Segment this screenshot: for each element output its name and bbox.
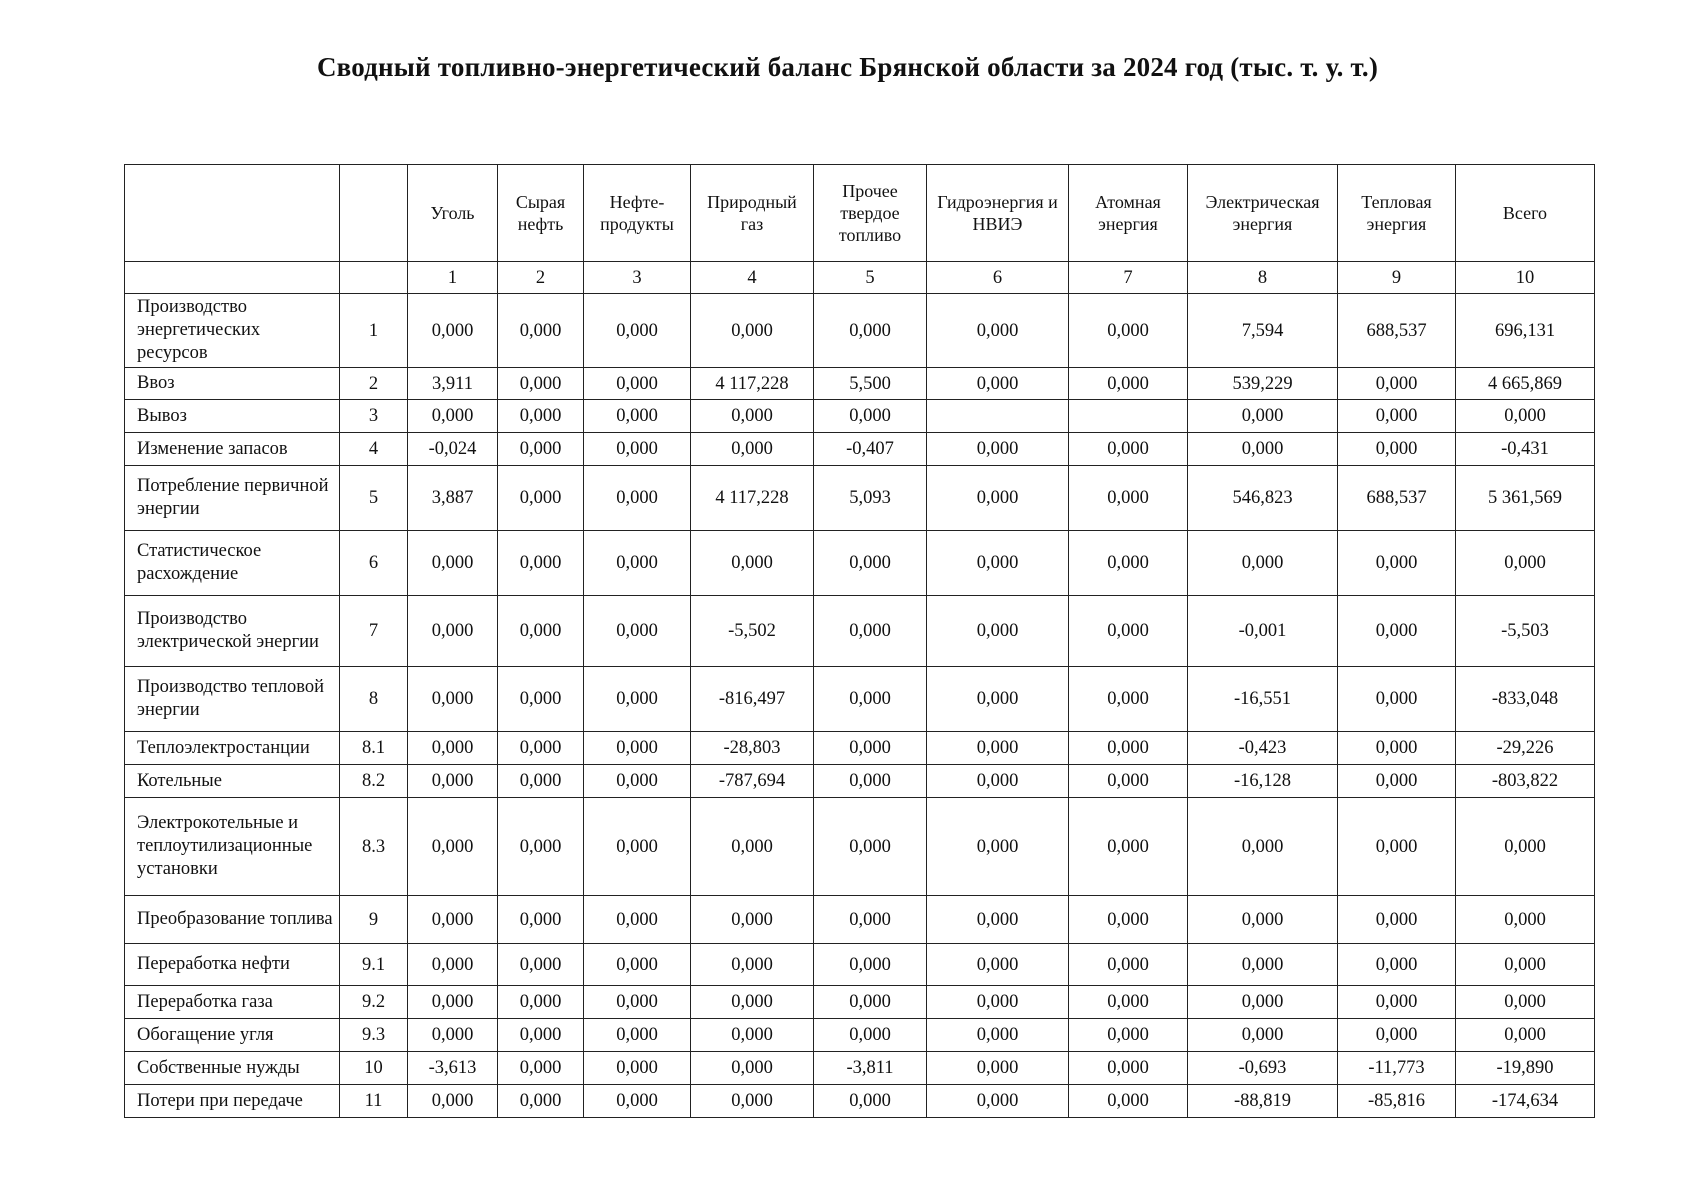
column-number: 9 xyxy=(1338,262,1456,294)
table-cell: 4 117,228 xyxy=(691,368,814,400)
table-cell: 0,000 xyxy=(498,986,584,1019)
table-cell: 0,000 xyxy=(1456,798,1595,896)
table-cell: 0,000 xyxy=(1188,1019,1338,1052)
table-cell: 0,000 xyxy=(584,1085,691,1118)
column-header: Тепловая энергия xyxy=(1338,165,1456,262)
table-cell: 0,000 xyxy=(408,732,498,765)
table-cell: -787,694 xyxy=(691,765,814,798)
column-number: 6 xyxy=(927,262,1069,294)
table-cell: 0,000 xyxy=(408,596,498,667)
table-cell: 0,000 xyxy=(1069,531,1188,596)
table-cell: -11,773 xyxy=(1338,1052,1456,1085)
table-cell: 0,000 xyxy=(1338,531,1456,596)
row-code: 9.1 xyxy=(340,944,408,986)
table-cell: -0,423 xyxy=(1188,732,1338,765)
table-cell: 0,000 xyxy=(1069,294,1188,368)
table-cell: 0,000 xyxy=(584,433,691,466)
column-number: 3 xyxy=(584,262,691,294)
table-cell: 0,000 xyxy=(584,944,691,986)
table-cell: -3,811 xyxy=(814,1052,927,1085)
table-cell: 0,000 xyxy=(1456,944,1595,986)
column-number: 1 xyxy=(408,262,498,294)
table-cell: 0,000 xyxy=(584,531,691,596)
table-cell: -816,497 xyxy=(691,667,814,732)
row-code: 8.3 xyxy=(340,798,408,896)
table-row xyxy=(125,1052,1595,1085)
table-cell: 0,000 xyxy=(1069,798,1188,896)
table-cell: 0,000 xyxy=(814,732,927,765)
table-cell: 0,000 xyxy=(1069,765,1188,798)
table-cell: 0,000 xyxy=(584,368,691,400)
table-cell: 0,000 xyxy=(1069,667,1188,732)
column-number: 10 xyxy=(1456,262,1595,294)
table-cell: 0,000 xyxy=(1069,1019,1188,1052)
table-cell: 0,000 xyxy=(691,1085,814,1118)
table-cell: 0,000 xyxy=(498,294,584,368)
table-cell: 0,000 xyxy=(498,368,584,400)
table-row xyxy=(125,765,1595,798)
table-row xyxy=(125,294,1595,368)
table-cell: 0,000 xyxy=(1069,433,1188,466)
table-cell: 0,000 xyxy=(1069,732,1188,765)
table-cell: 0,000 xyxy=(1338,732,1456,765)
table-cell: 0,000 xyxy=(498,466,584,531)
row-label: Теплоэлектростанции xyxy=(125,732,340,765)
column-header: Электрическая энергия xyxy=(1188,165,1338,262)
table-cell: -88,819 xyxy=(1188,1085,1338,1118)
table-row xyxy=(125,896,1595,944)
table-cell: 0,000 xyxy=(498,433,584,466)
table-cell: 0,000 xyxy=(814,896,927,944)
table-cell: 0,000 xyxy=(408,765,498,798)
table-cell: -5,502 xyxy=(691,596,814,667)
column-header: Сырая нефть xyxy=(498,165,584,262)
table-cell: 0,000 xyxy=(814,944,927,986)
table-cell: 5,500 xyxy=(814,368,927,400)
column-header: Природный газ xyxy=(691,165,814,262)
table-cell: 0,000 xyxy=(927,531,1069,596)
table-cell: 0,000 xyxy=(691,294,814,368)
column-number: 8 xyxy=(1188,262,1338,294)
table-cell: 688,537 xyxy=(1338,466,1456,531)
row-code: 11 xyxy=(340,1085,408,1118)
table-cell: 0,000 xyxy=(1188,986,1338,1019)
table-cell: 0,000 xyxy=(408,400,498,433)
table-cell: 0,000 xyxy=(927,667,1069,732)
table-cell: 0,000 xyxy=(584,765,691,798)
table-cell: 0,000 xyxy=(691,433,814,466)
table-cell: 0,000 xyxy=(584,596,691,667)
table-row xyxy=(125,466,1595,531)
table-cell: 0,000 xyxy=(584,896,691,944)
table-cell: 0,000 xyxy=(1338,798,1456,896)
table-cell: 0,000 xyxy=(498,596,584,667)
table-cell: 0,000 xyxy=(498,400,584,433)
table-cell: 0,000 xyxy=(814,765,927,798)
table-cell: 0,000 xyxy=(814,1085,927,1118)
table-cell: 696,131 xyxy=(1456,294,1595,368)
table-cell: 0,000 xyxy=(1069,944,1188,986)
table-cell: 0,000 xyxy=(927,798,1069,896)
table-cell: 0,000 xyxy=(691,1052,814,1085)
column-header: Всего xyxy=(1456,165,1595,262)
table-row xyxy=(125,732,1595,765)
row-code: 3 xyxy=(340,400,408,433)
column-header-row xyxy=(125,165,1595,262)
column-number: 7 xyxy=(1069,262,1188,294)
table-cell: 0,000 xyxy=(1338,944,1456,986)
table-cell: -833,048 xyxy=(1456,667,1595,732)
table-cell: 0,000 xyxy=(1338,765,1456,798)
table-cell: 0,000 xyxy=(408,896,498,944)
column-header: Атомная энергия xyxy=(1069,165,1188,262)
table-cell: 0,000 xyxy=(814,667,927,732)
table-cell: 4 665,869 xyxy=(1456,368,1595,400)
table-cell: 0,000 xyxy=(927,765,1069,798)
table-row xyxy=(125,433,1595,466)
table-cell: 546,823 xyxy=(1188,466,1338,531)
table-cell: 0,000 xyxy=(691,798,814,896)
row-label: Электрокотельные и теплоутилизационные установки xyxy=(125,798,340,896)
table-cell: 0,000 xyxy=(1069,596,1188,667)
table-cell: 0,000 xyxy=(1069,896,1188,944)
table-cell: 0,000 xyxy=(584,1019,691,1052)
row-label: Переработка нефти xyxy=(125,944,340,986)
row-label: Ввоз xyxy=(125,368,340,400)
row-label: Собственные нужды xyxy=(125,1052,340,1085)
table-cell: 0,000 xyxy=(1188,896,1338,944)
table-cell: 0,000 xyxy=(814,531,927,596)
table-cell: 0,000 xyxy=(814,294,927,368)
table-cell: -16,128 xyxy=(1188,765,1338,798)
table-cell: 0,000 xyxy=(584,667,691,732)
table-cell: -16,551 xyxy=(1188,667,1338,732)
table-cell: 0,000 xyxy=(927,1085,1069,1118)
table-cell: 0,000 xyxy=(408,294,498,368)
table-cell: 0,000 xyxy=(691,1019,814,1052)
table-cell: 0,000 xyxy=(814,798,927,896)
row-code: 2 xyxy=(340,368,408,400)
column-number: 2 xyxy=(498,262,584,294)
table-cell: 0,000 xyxy=(1456,531,1595,596)
table-cell: 0,000 xyxy=(1188,944,1338,986)
table-cell: 0,000 xyxy=(1069,1085,1188,1118)
row-label: Производство энергетических ресурсов xyxy=(125,294,340,368)
table-cell: 0,000 xyxy=(927,1052,1069,1085)
table-cell: -803,822 xyxy=(1456,765,1595,798)
column-header: Уголь xyxy=(408,165,498,262)
row-label: Производство электрической энергии xyxy=(125,596,340,667)
table-row xyxy=(125,531,1595,596)
row-label: Потери при передаче xyxy=(125,1085,340,1118)
table-cell: 0,000 xyxy=(498,798,584,896)
table-row xyxy=(125,400,1595,433)
table-cell: 3,911 xyxy=(408,368,498,400)
column-header: Прочее твердое топливо xyxy=(814,165,927,262)
table-cell: 0,000 xyxy=(927,596,1069,667)
row-code: 10 xyxy=(340,1052,408,1085)
table-cell: 0,000 xyxy=(1338,433,1456,466)
table-row xyxy=(125,944,1595,986)
table-cell: 0,000 xyxy=(1456,986,1595,1019)
table-cell: -0,431 xyxy=(1456,433,1595,466)
table-cell: 0,000 xyxy=(1188,798,1338,896)
table-cell xyxy=(927,400,1069,433)
table-cell: 7,594 xyxy=(1188,294,1338,368)
table-cell: -19,890 xyxy=(1456,1052,1595,1085)
table-cell: 0,000 xyxy=(498,1085,584,1118)
table-cell: -0,407 xyxy=(814,433,927,466)
table-cell: 0,000 xyxy=(498,531,584,596)
table-cell: 0,000 xyxy=(691,400,814,433)
table-cell: 0,000 xyxy=(1338,368,1456,400)
table-cell: 0,000 xyxy=(927,944,1069,986)
table-cell: 0,000 xyxy=(584,466,691,531)
table-cell: 0,000 xyxy=(1188,531,1338,596)
table-cell: 0,000 xyxy=(927,986,1069,1019)
table-cell: -0,001 xyxy=(1188,596,1338,667)
table-cell: 0,000 xyxy=(1338,667,1456,732)
table-cell: 0,000 xyxy=(1338,400,1456,433)
table-cell: -5,503 xyxy=(1456,596,1595,667)
table-cell: 3,887 xyxy=(408,466,498,531)
document-title: Сводный топливно-энергетический баланс Брянской области за 2024 год (тыс. т. у. т.) xyxy=(316,52,1379,82)
table-cell: 0,000 xyxy=(498,1052,584,1085)
header-empty-label xyxy=(125,165,340,262)
table-cell: 0,000 xyxy=(927,896,1069,944)
table-body xyxy=(125,294,1595,1118)
table-cell: 0,000 xyxy=(1338,896,1456,944)
table-cell: 0,000 xyxy=(584,294,691,368)
table-cell: 0,000 xyxy=(408,1085,498,1118)
table-cell: 0,000 xyxy=(814,596,927,667)
table-cell: 0,000 xyxy=(408,986,498,1019)
table-row xyxy=(125,368,1595,400)
table-cell xyxy=(1069,400,1188,433)
row-label: Котельные xyxy=(125,765,340,798)
table-cell: 0,000 xyxy=(408,1019,498,1052)
row-code: 8.2 xyxy=(340,765,408,798)
table-cell: 0,000 xyxy=(408,667,498,732)
row-label: Изменение запасов xyxy=(125,433,340,466)
column-number: 5 xyxy=(814,262,927,294)
table-cell: 0,000 xyxy=(498,765,584,798)
table-cell: 0,000 xyxy=(584,1052,691,1085)
table-cell: 0,000 xyxy=(927,368,1069,400)
table-row xyxy=(125,1085,1595,1118)
row-code: 9 xyxy=(340,896,408,944)
table-cell: 0,000 xyxy=(1069,1052,1188,1085)
table-cell: 0,000 xyxy=(814,986,927,1019)
table-cell: 0,000 xyxy=(1456,896,1595,944)
table-cell: 0,000 xyxy=(408,944,498,986)
table-cell: 0,000 xyxy=(814,400,927,433)
table-cell: -29,226 xyxy=(1456,732,1595,765)
number-empty-code xyxy=(340,262,408,294)
table-cell: 0,000 xyxy=(927,433,1069,466)
table-cell: 0,000 xyxy=(927,466,1069,531)
table-cell: 0,000 xyxy=(584,986,691,1019)
table-cell: 0,000 xyxy=(408,798,498,896)
row-label: Вывоз xyxy=(125,400,340,433)
column-number-row xyxy=(125,262,1595,294)
row-code: 8.1 xyxy=(340,732,408,765)
row-code: 5 xyxy=(340,466,408,531)
table-cell: -174,634 xyxy=(1456,1085,1595,1118)
table-cell: 0,000 xyxy=(1069,986,1188,1019)
row-code: 8 xyxy=(340,667,408,732)
table-cell: -28,803 xyxy=(691,732,814,765)
table-cell: 0,000 xyxy=(584,400,691,433)
table-cell: 0,000 xyxy=(691,944,814,986)
table-cell: 0,000 xyxy=(1456,400,1595,433)
table-cell: 0,000 xyxy=(1069,466,1188,531)
row-label: Статистическое расхождение xyxy=(125,531,340,596)
row-label: Обогащение угля xyxy=(125,1019,340,1052)
table-cell: -0,024 xyxy=(408,433,498,466)
table-row xyxy=(125,986,1595,1019)
table-cell: 0,000 xyxy=(1456,1019,1595,1052)
table-cell: 0,000 xyxy=(927,1019,1069,1052)
row-code: 7 xyxy=(340,596,408,667)
row-label: Производство тепловой энергии xyxy=(125,667,340,732)
table-cell: -3,613 xyxy=(408,1052,498,1085)
table-cell: 0,000 xyxy=(1338,1019,1456,1052)
row-code: 1 xyxy=(340,294,408,368)
table-cell: 0,000 xyxy=(927,294,1069,368)
row-label: Потребление первичной энергии xyxy=(125,466,340,531)
table-cell: 5 361,569 xyxy=(1456,466,1595,531)
table-cell: 0,000 xyxy=(814,1019,927,1052)
table-row xyxy=(125,798,1595,896)
table-cell: 0,000 xyxy=(408,531,498,596)
table-cell: 0,000 xyxy=(498,1019,584,1052)
table-cell: 0,000 xyxy=(1188,433,1338,466)
energy-balance-table xyxy=(124,164,1595,1118)
table-cell: 539,229 xyxy=(1188,368,1338,400)
table-cell: 0,000 xyxy=(498,896,584,944)
row-code: 9.2 xyxy=(340,986,408,1019)
column-header: Нефте-продукты xyxy=(584,165,691,262)
table-cell: 4 117,228 xyxy=(691,466,814,531)
table-cell: 0,000 xyxy=(1069,368,1188,400)
row-label: Преобразование топлива xyxy=(125,896,340,944)
table-cell: 688,537 xyxy=(1338,294,1456,368)
table-cell: 0,000 xyxy=(691,986,814,1019)
table-cell: 0,000 xyxy=(691,531,814,596)
table-cell: 0,000 xyxy=(584,732,691,765)
table-cell: 0,000 xyxy=(927,732,1069,765)
table-cell: -0,693 xyxy=(1188,1052,1338,1085)
table-cell: 0,000 xyxy=(1338,986,1456,1019)
table-cell: 0,000 xyxy=(498,732,584,765)
table-cell: 0,000 xyxy=(498,944,584,986)
row-code: 4 xyxy=(340,433,408,466)
table-cell: 0,000 xyxy=(584,798,691,896)
table-cell: 5,093 xyxy=(814,466,927,531)
row-code: 6 xyxy=(340,531,408,596)
table-cell: 0,000 xyxy=(691,896,814,944)
number-empty-label xyxy=(125,262,340,294)
table-cell: 0,000 xyxy=(498,667,584,732)
table-row xyxy=(125,1019,1595,1052)
column-number: 4 xyxy=(691,262,814,294)
row-code: 9.3 xyxy=(340,1019,408,1052)
table-row xyxy=(125,667,1595,732)
column-header: Гидроэнергия и НВИЭ xyxy=(927,165,1069,262)
table-cell: 0,000 xyxy=(1338,596,1456,667)
row-label: Переработка газа xyxy=(125,986,340,1019)
header-empty-code xyxy=(340,165,408,262)
table-row xyxy=(125,596,1595,667)
table-cell: 0,000 xyxy=(1188,400,1338,433)
table-cell: -85,816 xyxy=(1338,1085,1456,1118)
